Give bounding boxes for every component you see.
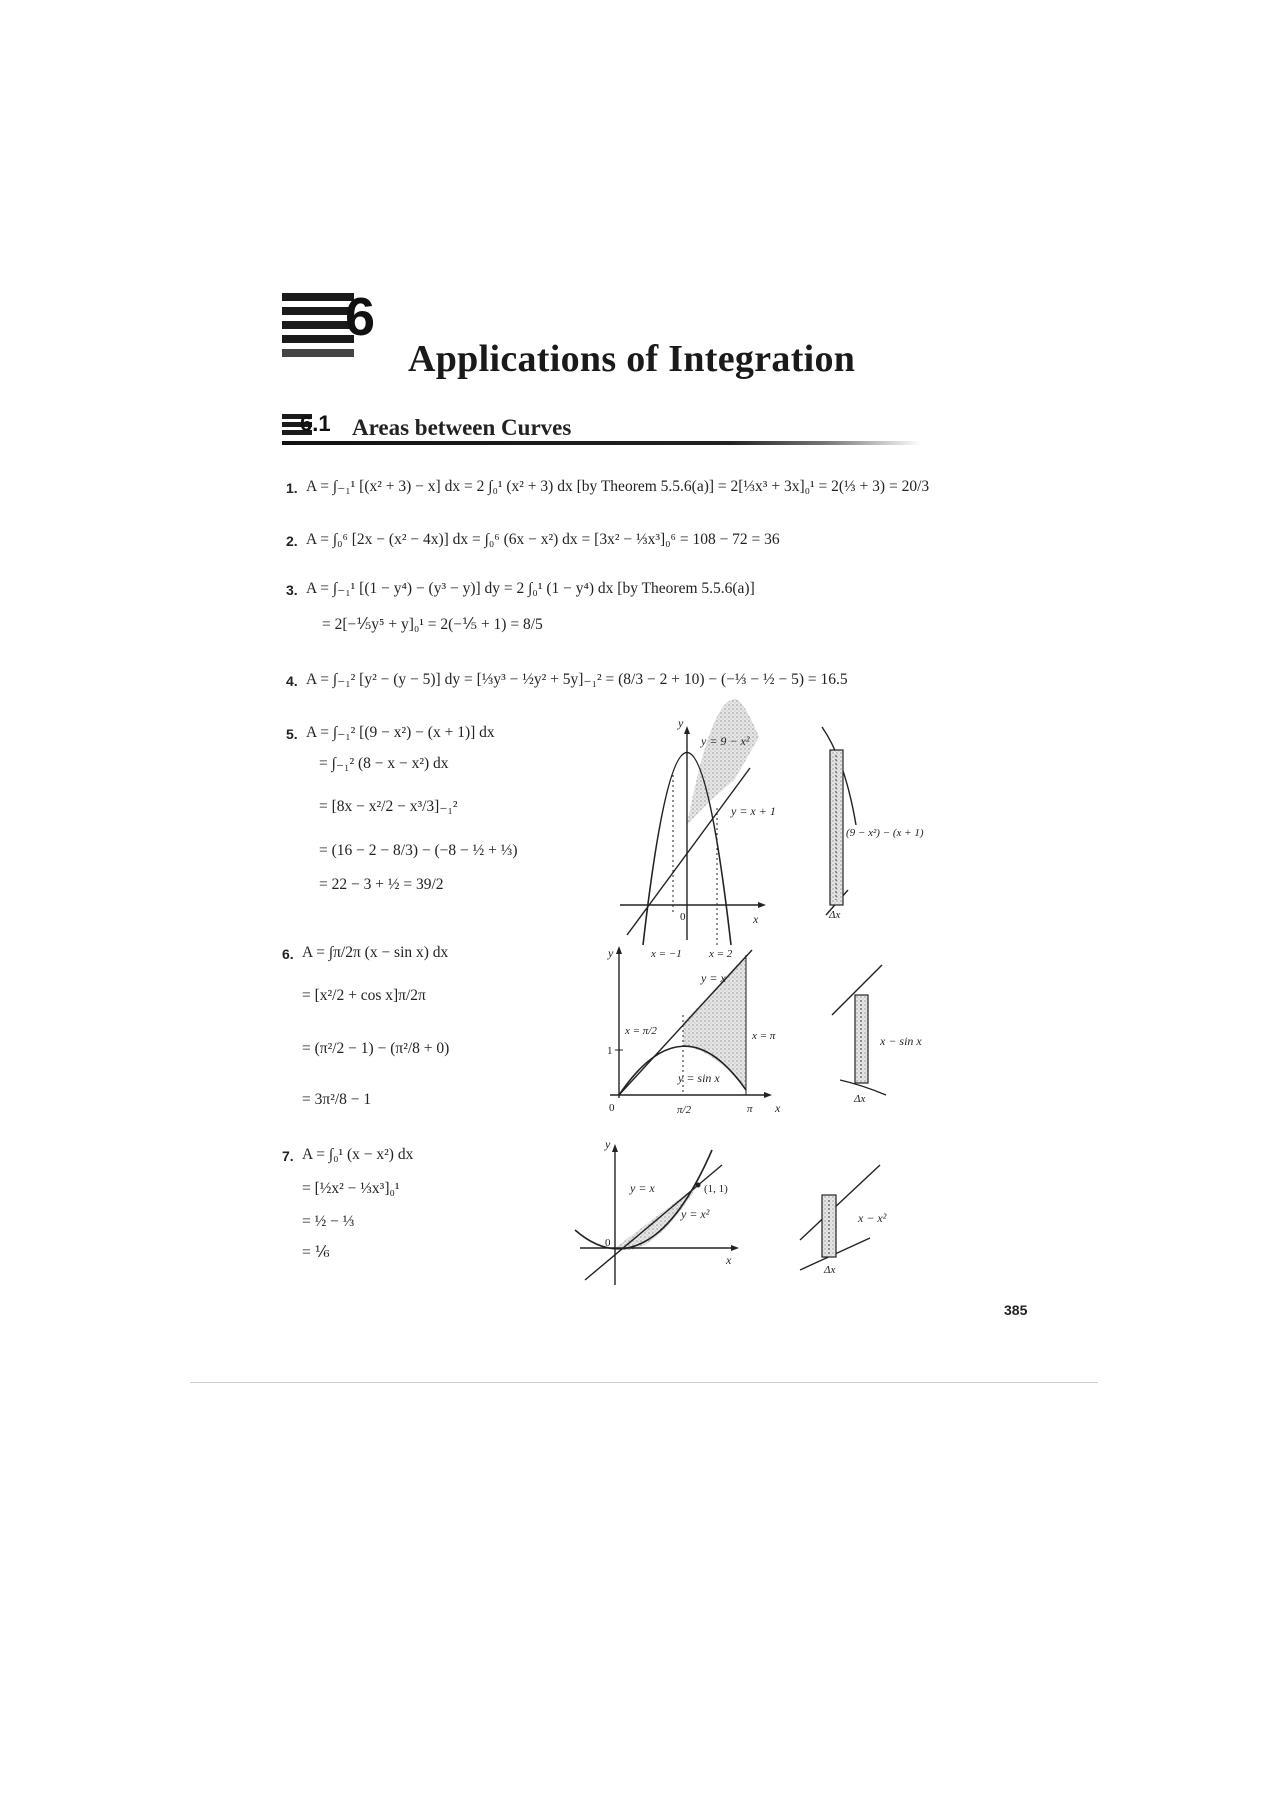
problem-6-line-2: = [x²/2 + cos x]π/2π xyxy=(302,987,426,1004)
problem-3-line-1: A = ∫₋₁¹ [(1 − y⁴) − (y³ − y)] dy = 2 ∫₀¹ (1 − y⁴) dx [by Theorem 5.5.6(a)] xyxy=(306,580,755,597)
fig5-left-bound-label: x = −1 xyxy=(651,948,682,960)
problem-4-line-1: A = ∫₋₁² [y² − (y − 5)] dy = [⅓y³ − ½y² + 5y]₋₁² = (8/3 − 2 + 10) − (−⅓ − ½ − 5) = 16.5 xyxy=(306,671,848,688)
problem-1-line-1: A = ∫₋₁¹ [(x² + 3) − x] dx = 2 ∫₀¹ (x² + 3) dx [by Theorem 5.5.6(a)] = 2[⅓x³ + 3x]₀¹ = 2(⅓ + 3) = 20/3 xyxy=(306,478,930,495)
problem-5-line-4: = (16 − 2 − 8/3) − (−8 − ½ + ⅓) xyxy=(319,842,518,859)
fig7-x-label: x xyxy=(726,1253,732,1267)
strip7-upper-line xyxy=(800,1165,880,1240)
figure-7-graph xyxy=(575,1144,739,1285)
problem-2-number: 2. xyxy=(286,533,298,549)
fig6-one: 1 xyxy=(607,1045,613,1057)
problem-5-line-3: = [8x − x²/2 − x³/3]₋₁² xyxy=(319,798,458,815)
fig7-point xyxy=(696,1183,701,1188)
strip7-dx: Δx xyxy=(824,1264,836,1276)
strip6-rect xyxy=(855,995,868,1083)
fig6-y-arrow xyxy=(616,946,622,954)
problem-3-line-2: = 2[−⅕y⁵ + y]₀¹ = 2(−⅕ + 1) = 8/5 xyxy=(322,616,543,633)
problem-2-line-1: A = ∫₀⁶ [2x − (x² − 4x)] dx = ∫₀⁶ (6x − x²) dx = [3x² − ⅓x³]₀⁶ = 108 − 72 = 36 xyxy=(306,531,780,548)
problem-5-line-1: A = ∫₋₁² [(9 − x²) − (x + 1)] dx xyxy=(306,724,495,741)
strip5-rect xyxy=(830,750,843,905)
fig7-origin: 0 xyxy=(605,1237,611,1249)
fig7-y-arrow xyxy=(612,1144,618,1152)
strip6-dx: Δx xyxy=(854,1093,866,1105)
fig6-pi: π xyxy=(747,1103,753,1115)
strip5-label: (9 − x²) − (x + 1) xyxy=(846,827,924,839)
fig5-upper-label: y = 9 − x² xyxy=(701,734,750,748)
problem-4-number: 4. xyxy=(286,673,298,689)
section-number: 6.1 xyxy=(300,411,331,436)
fig6-origin: 0 xyxy=(609,1102,615,1114)
problem-6-line-4: = 3π²/8 − 1 xyxy=(302,1091,372,1108)
fig5-x-arrow xyxy=(758,902,766,908)
fig7-upper-label: y = x xyxy=(630,1181,655,1195)
fig7-x-arrow xyxy=(731,1245,739,1251)
chapter-number: 6 xyxy=(345,287,376,347)
problem-7-line-3: = ½ − ⅓ xyxy=(302,1213,355,1230)
fig5-right-bound-label: x = 2 xyxy=(709,948,733,960)
problem-5-line-2: = ∫₋₁² (8 − x − x²) dx xyxy=(319,755,449,772)
problem-7-line-1: A = ∫₀¹ (x − x²) dx xyxy=(302,1146,414,1163)
section-title: Areas between Curves xyxy=(352,415,572,440)
problem-1-number: 1. xyxy=(286,480,298,496)
fig5-origin: 0 xyxy=(680,911,686,923)
fig6-pi-half: π/2 xyxy=(677,1104,692,1116)
fig7-lower-label: y = x² xyxy=(681,1207,710,1221)
strip6-label: x − sin x xyxy=(880,1034,922,1048)
problem-5-number: 5. xyxy=(286,726,298,742)
fig5-y-label: y xyxy=(678,716,684,730)
fig5-line xyxy=(627,768,750,935)
fig6-lower-label: y = sin x xyxy=(678,1071,720,1085)
figure-5-strip xyxy=(822,727,856,915)
problem-7-number: 7. xyxy=(282,1148,294,1164)
problem-3-number: 3. xyxy=(286,582,298,598)
fig5-y-arrow xyxy=(684,726,690,734)
fig6-left-bound-label: x = π/2 xyxy=(625,1025,657,1037)
footer-rule xyxy=(190,1382,1098,1383)
fig6-right-bound-label: x = π xyxy=(752,1030,776,1042)
chapter-title: Applications of Integration xyxy=(408,338,856,380)
strip5-dx: Δx xyxy=(829,909,841,921)
fig6-x-arrow xyxy=(764,1092,772,1098)
fig7-point-label: (1, 1) xyxy=(704,1183,728,1195)
strip7-label: x − x² xyxy=(858,1211,887,1225)
problem-6-number: 6. xyxy=(282,946,294,962)
page-number: 385 xyxy=(1004,1302,1028,1318)
figure-6-strip xyxy=(832,965,886,1095)
problem-7-line-4: = ⅙ xyxy=(302,1244,330,1261)
fig6-upper-label: y = x xyxy=(701,971,726,985)
fig7-y-label: y xyxy=(605,1137,611,1151)
problem-5-line-5: = 22 − 3 + ½ = 39/2 xyxy=(319,876,444,893)
fig6-x-label: x xyxy=(775,1101,781,1115)
fig6-y-label: y xyxy=(608,946,614,960)
problem-6-line-3: = (π²/2 − 1) − (π²/8 + 0) xyxy=(302,1040,450,1057)
fig5-lower-label: y = x + 1 xyxy=(731,804,776,818)
problem-7-line-2: = [½x² − ⅓x³]₀¹ xyxy=(302,1180,400,1197)
problem-6-line-1: A = ∫π/2π (x − sin x) dx xyxy=(302,944,449,961)
fig5-x-label: x xyxy=(753,912,759,926)
